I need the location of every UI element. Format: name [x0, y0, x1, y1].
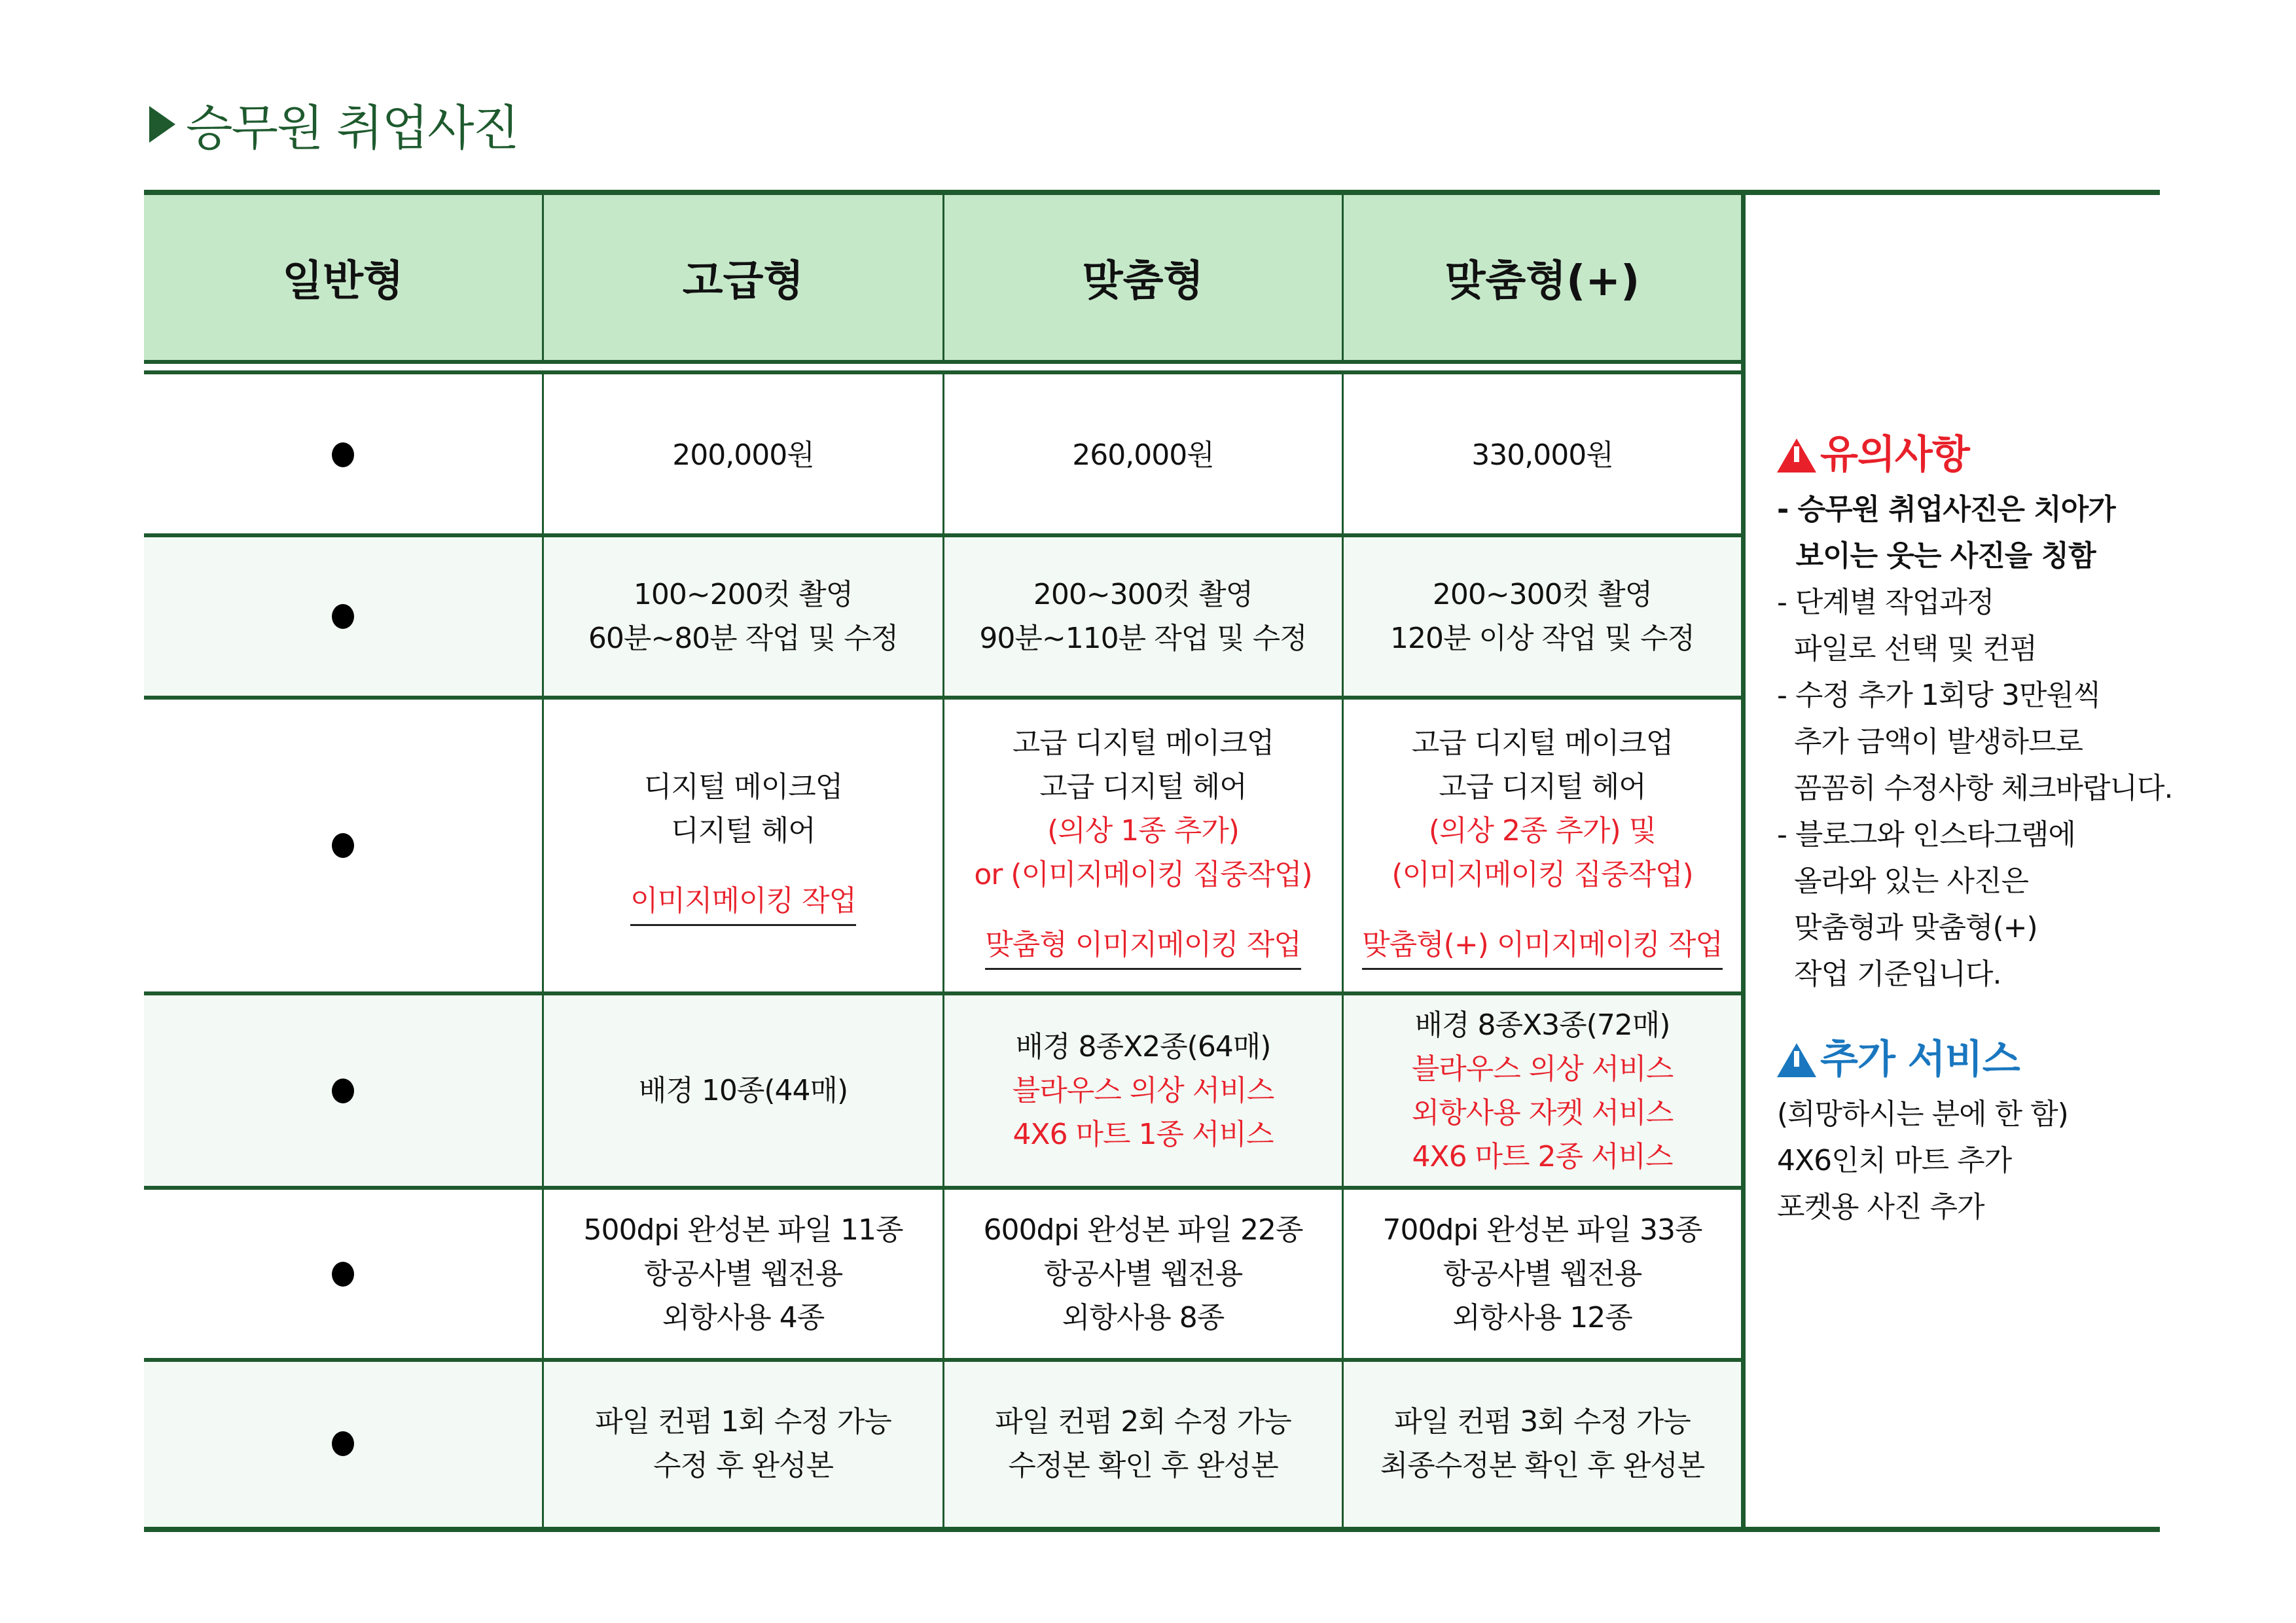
cell-line: 파일 컨펌 2회 수정 가능 — [995, 1404, 1291, 1438]
header-custom: 맞춤형 — [944, 195, 1344, 360]
notes-panel — [1777, 432, 2173, 1230]
cell-line: 파일 컨펌 1회 수정 가능 — [595, 1404, 891, 1438]
row-divider — [144, 1186, 1741, 1190]
cell-line: 60분~80분 작업 및 수정 — [588, 622, 899, 655]
cell-line: 외항사용 자켓 서비스 — [1411, 1096, 1674, 1130]
note-line: 작업 기준입니다. — [1777, 957, 2001, 991]
note-line: - 단계별 작업과정 — [1777, 586, 1994, 619]
cell-line: (의상 2종 추가) 및 — [1428, 814, 1657, 847]
bullet-cell — [144, 1360, 544, 1527]
triangle-bullet-icon — [149, 106, 175, 143]
table-cell — [1344, 1360, 1741, 1527]
cell-line: (의상 1종 추가) — [1047, 814, 1239, 847]
cell-line: 120분 이상 작업 및 수정 — [1390, 622, 1695, 655]
cell-line: 외항사용 4종 — [662, 1301, 825, 1334]
table-row — [144, 1360, 1741, 1527]
table-cell — [944, 1360, 1344, 1527]
table-cell — [1344, 1188, 1741, 1360]
page-title — [149, 92, 518, 157]
cell-line: 200~300컷 촬영 — [1432, 578, 1653, 611]
bullet-dot-icon — [332, 1079, 354, 1103]
table-bottom-border — [144, 1527, 2160, 1532]
table-cell — [1344, 374, 1741, 535]
cell-line: 수정본 확인 후 완성본 — [1008, 1448, 1278, 1482]
cell-line: 블라우스 의상 서비스 — [1411, 1052, 1674, 1086]
note-line: 파일로 선택 및 컨펌 — [1777, 632, 2037, 666]
table-row — [144, 993, 1741, 1188]
cell-line: 항공사별 웹전용 — [643, 1257, 843, 1291]
row-divider — [144, 533, 1741, 537]
cell-line: 배경 10종(44매) — [638, 1074, 848, 1107]
cell-line: 고급 디지털 메이크업 — [1012, 726, 1274, 760]
note-line: 맞춤형과 맞춤형(+) — [1777, 911, 2037, 944]
bullet-cell — [144, 535, 544, 698]
table-cell — [544, 374, 944, 535]
cell-line: 최종수정본 확인 후 완성본 — [1380, 1448, 1705, 1482]
table-cell — [1344, 698, 1741, 993]
cell-line: 260,000원 — [1072, 438, 1214, 472]
bullet-dot-icon — [332, 604, 354, 629]
note-line: 포켓용 사진 추가 — [1777, 1190, 1984, 1224]
caution-list — [1777, 486, 2173, 997]
table-cell — [544, 1360, 944, 1527]
bullet-cell — [144, 698, 544, 993]
header-premium: 고급형 — [544, 195, 944, 360]
bullet-dot-icon — [332, 442, 354, 467]
table-cell — [944, 993, 1344, 1188]
warning-triangle-icon — [1777, 1043, 1816, 1077]
cell-line: 항공사별 웹전용 — [1443, 1257, 1642, 1291]
cell-line: 배경 8종X2종(64매) — [1015, 1030, 1271, 1063]
header-divider-gap — [144, 364, 1741, 370]
cell-line: 항공사별 웹전용 — [1043, 1257, 1243, 1291]
extra-service-list — [1777, 1091, 2157, 1230]
cell-line: 이미지메이킹 작업 — [630, 879, 856, 926]
table-row — [144, 374, 1741, 535]
cell-line: (이미지메이킹 집중작업) — [1391, 858, 1693, 891]
table-row — [144, 535, 1741, 698]
cell-line: 배경 8종X3종(72매) — [1414, 1008, 1670, 1042]
table-cell — [944, 698, 1344, 993]
cell-line: 4X6 마트 2종 서비스 — [1412, 1139, 1673, 1173]
table-row — [144, 698, 1741, 993]
table-cell — [1344, 535, 1741, 698]
cell-line: 200,000원 — [672, 438, 814, 472]
table-cell — [944, 535, 1344, 698]
cell-line: 블라우스 의상 서비스 — [1012, 1074, 1274, 1107]
cell-line: 디지털 헤어 — [671, 814, 816, 847]
note-line: - 블로그와 인스타그램에 — [1777, 818, 2075, 851]
cell-line: 4X6 마트 1종 서비스 — [1013, 1118, 1274, 1151]
note-line: 4X6인치 마트 추가 — [1777, 1144, 2012, 1177]
table-cell — [544, 698, 944, 993]
row-divider — [144, 696, 1741, 700]
warning-triangle-icon — [1777, 438, 1816, 473]
bullet-cell — [144, 374, 544, 535]
table-cell — [544, 1188, 944, 1360]
extra-service-heading — [1777, 1037, 2157, 1083]
table-cell — [544, 993, 944, 1188]
caution-heading — [1777, 432, 2157, 478]
extra-service-heading-text: 추가 서비스 — [1820, 1037, 2020, 1082]
table-top-border — [144, 190, 2160, 195]
note-line: - 수정 추가 1회당 3만원씩 — [1777, 679, 2101, 712]
cell-line: 외항사용 12종 — [1452, 1301, 1632, 1334]
table-cell — [1344, 993, 1741, 1188]
page-title-text: 승무원 취업사진 — [186, 100, 518, 156]
cell-line: 고급 디지털 헤어 — [1039, 770, 1247, 804]
table-cell — [944, 1188, 1344, 1360]
row-divider — [144, 991, 1741, 995]
cell-line: 200~300컷 촬영 — [1033, 578, 1253, 611]
cell-line: 맞춤형 이미지메이킹 작업 — [985, 923, 1301, 970]
note-line: (희망하시는 분에 한 함) — [1777, 1097, 2068, 1131]
bullet-cell — [144, 1188, 544, 1360]
cell-line: 90분~110분 작업 및 수정 — [979, 622, 1307, 655]
bullet-dot-icon — [332, 1431, 354, 1456]
cell-line: 330,000원 — [1471, 438, 1613, 472]
bullet-cell — [144, 993, 544, 1188]
cell-line: or (이미지메이킹 집중작업) — [974, 858, 1312, 891]
cell-line: 600dpi 완성본 파일 22종 — [983, 1213, 1303, 1247]
cell-line: 맞춤형(+) 이미지메이킹 작업 — [1362, 923, 1723, 970]
note-line: - 승무원 취업사진은 치아가 — [1777, 493, 2115, 526]
bullet-dot-icon — [332, 833, 354, 858]
table-row — [144, 1188, 1741, 1360]
header-basic: 일반형 — [144, 195, 544, 360]
header-custom-plus: 맞춤형(+) — [1444, 257, 1640, 306]
note-line: 추가 금액이 발생하므로 — [1777, 725, 2083, 758]
table-cell — [544, 535, 944, 698]
table-cell — [944, 374, 1344, 535]
row-divider — [144, 1358, 1741, 1362]
table-right-border — [1741, 190, 1746, 1532]
cell-line: 파일 컨펌 3회 수정 가능 — [1394, 1404, 1691, 1438]
cell-line: 고급 디지털 헤어 — [1439, 770, 1646, 804]
note-line: 올라와 있는 사진은 — [1777, 865, 2028, 898]
cell-line: 고급 디지털 메이크업 — [1411, 726, 1674, 760]
cell-line: 100~200컷 촬영 — [633, 578, 853, 611]
cell-line: 500dpi 완성본 파일 11종 — [583, 1213, 903, 1247]
cell-line: 수정 후 완성본 — [653, 1448, 833, 1482]
note-line: 꼼꼼히 수정사항 체크바랍니다. — [1777, 772, 2173, 805]
cell-line: 디지털 메이크업 — [643, 770, 843, 804]
bullet-dot-icon — [332, 1262, 354, 1287]
cell-line: 700dpi 완성본 파일 33종 — [1382, 1213, 1702, 1247]
caution-heading-text: 유의사항 — [1820, 432, 1969, 478]
note-line: 보이는 웃는 사진을 칭함 — [1777, 539, 2096, 573]
table-header — [144, 195, 1741, 360]
cell-line: 외항사용 8종 — [1062, 1301, 1225, 1334]
